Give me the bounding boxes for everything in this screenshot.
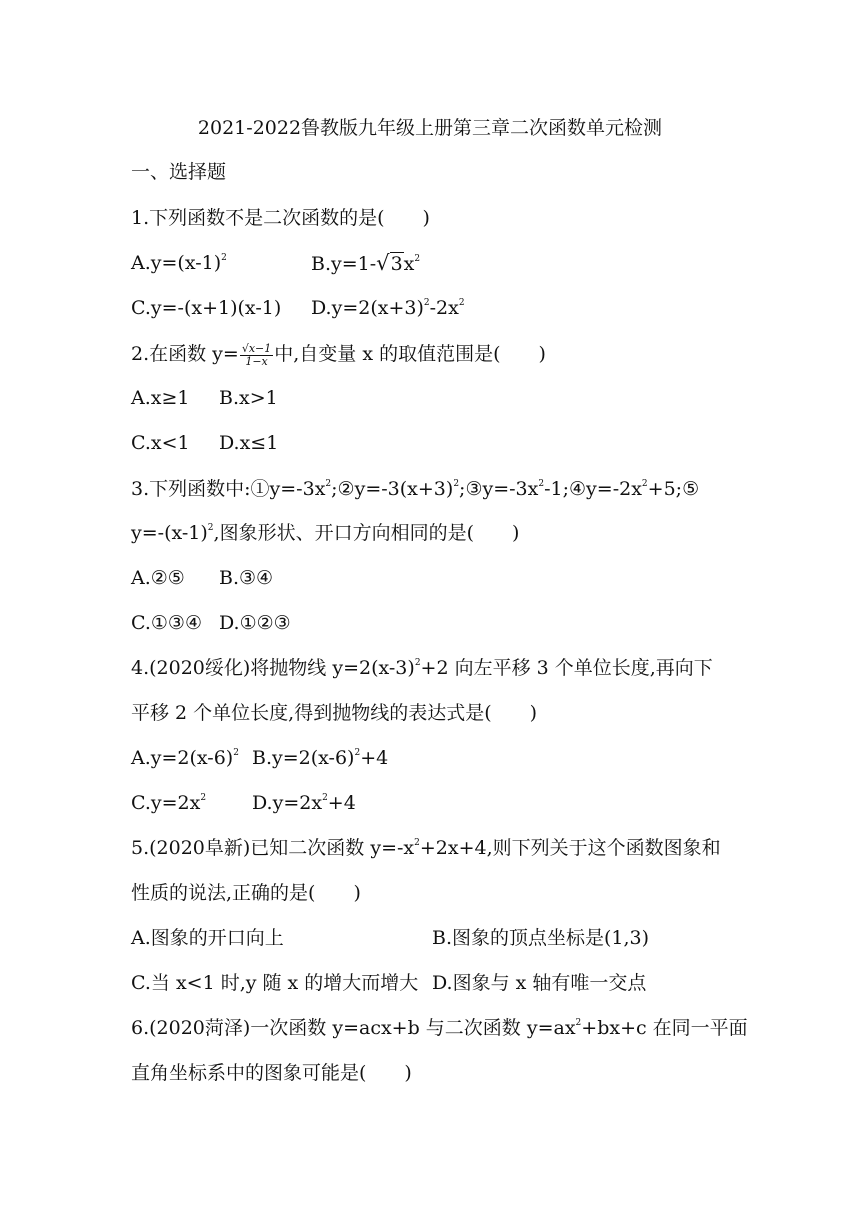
question-5-stem-line-1: 5.(2020阜新)已知二次函数 $y=-x^2+2x+4$,则下列关于这个函数图象和: [131, 837, 721, 859]
question-6-stem-line-1: 6.(2020菏泽)一次函数 y=acx+b 与二次函数 $y=ax^2+bx+c$ 在同一平面: [131, 1017, 748, 1039]
question-3-stem-line-2: $y=-(x-1)^2$,图象形状、开口方向相同的是( ): [131, 522, 520, 544]
question-2-option-a: A.x≥1: [131, 387, 190, 409]
question-2-option-b: B.x>1: [219, 387, 278, 409]
question-2-stem: 2.在函数 y= $\frac{√x-1}{1-x}$ 中,自变量 x 的取值范围是( ): [131, 341, 546, 368]
question-3-stem-line-1: 3.下列函数中$:①y=-3x^2;②y=-3(x+3)^2;③y=-3x^2-1;④y=-2x^2+5;⑤$: [131, 478, 700, 500]
fraction: $\frac{√x-1}{1-x}$: [241, 341, 272, 368]
question-1-option-b: $B.y=1-√3x^2$: [311, 251, 421, 275]
question-4-option-a: $A.y=2(x-6)^2$: [131, 747, 239, 769]
question-4-option-c: $C.y=2x^2$: [131, 792, 207, 814]
question-4-option-b: $B.y=2(x-6)^2+4$: [252, 747, 389, 769]
question-3-option-d: D.①②③: [219, 612, 291, 634]
question-6-stem-line-2: 直角坐标系中的图象可能是( ): [131, 1062, 412, 1084]
question-2-option-d: D.x≤1: [219, 432, 279, 454]
question-1-option-a: $A.y=(x-1)^2$: [131, 252, 227, 274]
question-5-option-d: D.图象与 x 轴有唯一交点: [432, 972, 647, 994]
section-heading: 一、选择题: [131, 161, 227, 183]
question-1-option-d: $D.y=2(x+3)^2-2x^2$: [311, 297, 465, 319]
document-title: 2021-2022鲁教版九年级上册第三章二次函数单元检测: [197, 117, 663, 139]
question-1-stem: 1.下列函数不是二次函数的是( ): [131, 207, 430, 229]
question-2-option-c: C.x<1: [131, 432, 190, 454]
question-4-stem-line-1: 4.(2020绥化)将抛物线 $y=2(x-3)^2+2$ 向左平移 3 个单位长度,再向下: [131, 657, 713, 679]
question-1-option-c: C.y=-(x+1)(x-1): [131, 297, 282, 319]
question-3-option-a: A.②⑤: [131, 567, 185, 589]
question-4-option-d: $D.y=2x^2+4$: [252, 792, 356, 814]
question-3-option-c: C.①③④: [131, 612, 202, 634]
question-5-stem-line-2: 性质的说法,正确的是( ): [131, 882, 361, 904]
question-3-option-b: B.③④: [219, 567, 274, 589]
question-4-stem-line-2: 平移 2 个单位长度,得到抛物线的表达式是( ): [131, 702, 538, 724]
question-5-option-a: A.图象的开口向上: [131, 927, 284, 949]
question-5-option-c: C.当 x<1 时,y 随 x 的增大而增大: [131, 972, 419, 994]
sqrt-symbol: √3: [376, 251, 403, 275]
question-5-option-b: B.图象的顶点坐标是(1,3): [432, 927, 650, 949]
